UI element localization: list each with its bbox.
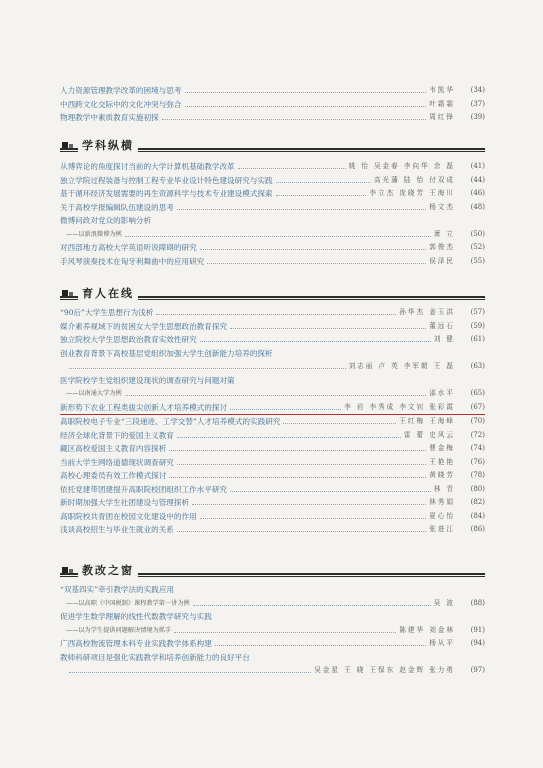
dot-leader (177, 531, 426, 532)
dot-leader (192, 504, 426, 505)
entry-title: 微博问政对党众的影响分析 (60, 216, 152, 225)
entry-authors: 叶霜霜 (429, 99, 455, 108)
dot-leader (185, 92, 427, 93)
entry-authors: 李立杰 庞晓芳 王海川 (369, 189, 455, 197)
entry-title: ——以南通大学为例 (66, 390, 122, 397)
toc-entry (60, 637, 485, 651)
entry-title: 当前大学生网络道德现状调查研究 (60, 457, 174, 467)
entry-page-number: (84) (470, 511, 485, 520)
toc-entry (60, 624, 485, 638)
dot-leader (193, 605, 431, 606)
entry-title: 依托党建带团建提升高职院校团组织工作水平研究 (60, 484, 228, 494)
entry-title: 广西高校物流管理本科专业实践教学体系构建 (60, 639, 212, 648)
entry-page-number: (78) (470, 471, 485, 479)
entry-title: 新时期加强大学生社团建设与管理探析 (60, 498, 190, 507)
entry-title: 教师科研项目是强化实践教学和培养创新能力的良好平台 (60, 652, 250, 662)
dot-leader (169, 477, 426, 478)
entry-page-number: (41) (470, 162, 485, 170)
entry-page-number: (52) (470, 243, 485, 251)
entry-page-number: (57) (470, 308, 485, 316)
entry-title: 高职院校电子专业“三段递进、工学交替”人才培养模式的实践研究 (60, 417, 281, 426)
dot-leader (125, 395, 427, 396)
entry-authors: 林 青 (433, 484, 455, 493)
entry-page-number: (70) (470, 417, 485, 425)
toc-entry (60, 187, 485, 201)
entry-title: 独立院校大学生思想政治教育实效性研究 (60, 335, 197, 344)
toc-entry (60, 98, 485, 112)
toc-entry (60, 664, 485, 678)
entry-page-number: (86) (470, 525, 485, 533)
entry-title: ——以新浪微博为例 (66, 230, 122, 238)
entry-title: 创业教育背景下高校基层党组织加强大学生创新能力培养的探析 (60, 348, 273, 358)
dot-leader (177, 209, 426, 210)
dot-leader (276, 182, 371, 183)
toc-entry (60, 456, 485, 470)
entry-authors: 黄晓芳 (429, 471, 455, 479)
entry-authors: 韦凯华 (429, 86, 455, 94)
entry-title: 媒介素养视域下的贫困女大学生思想政治教育探究 (60, 321, 228, 331)
dot-leader (276, 195, 367, 196)
entry-authors: 邵水平 (429, 389, 455, 397)
toc-entry (60, 651, 485, 665)
entry-page-number: (97) (470, 666, 485, 674)
toc-entry (60, 306, 485, 320)
entry-title: 对西部地方高校大学英语听说障碍的研究 (60, 243, 197, 252)
entry-authors: 李 岩 李秀成 李文钊 张彩霞 (344, 402, 455, 411)
toc-section-list (60, 583, 485, 678)
toc-entry (60, 510, 485, 524)
entry-page-number: (39) (470, 113, 485, 121)
entry-title: “双基四实”牵引教学法的实践应用 (60, 585, 175, 594)
entry-authors: 吴金星 王 晓 王保东 赵金辉 张力勇 (314, 666, 455, 674)
toc-entry (60, 333, 485, 347)
entry-page-number: (88) (470, 598, 485, 607)
dot-leader (200, 518, 427, 519)
entry-page-number: (48) (470, 202, 485, 211)
dot-leader (177, 437, 401, 438)
dot-leader (185, 106, 427, 107)
entry-title: 独立学院过程装备与控制工程专业毕业设计特色建设研究与实践 (60, 175, 273, 185)
toc-entry (60, 583, 485, 597)
toc-entry (60, 111, 485, 125)
toc-top-list (60, 84, 485, 125)
entry-page-number: (63) (470, 362, 485, 370)
entry-page-number: (65) (470, 389, 485, 397)
dot-leader (162, 119, 427, 120)
entry-title: 关于高校学报编辑队伍建设的思考 (60, 202, 174, 212)
entry-title: 新形势下农业工程类拔尖创新人才培养模式的探讨 (60, 402, 228, 412)
entry-page-number: (67) (470, 402, 485, 411)
dot-leader (156, 314, 396, 315)
toc-entry (60, 360, 485, 374)
entry-title: 促进学生数学理解的线性代数教学研究与实践 (60, 612, 212, 621)
toc-entry (60, 174, 485, 188)
entry-title: 医学院校学生党组织建设现状的调查研究与问题对策 (60, 375, 235, 385)
entry-title: ——以高职《中国税制》课程教学第一讲为例 (66, 599, 190, 607)
toc-entry (60, 387, 485, 401)
entry-title: 从博弈论的角度探讨当前的大学计算机基础教学改革 (60, 162, 235, 171)
section-heading-xueke (60, 137, 485, 153)
dot-leader (125, 236, 431, 237)
toc-entry (60, 84, 485, 98)
dot-leader (207, 263, 426, 264)
dot-leader (283, 423, 396, 424)
section-title: 教改之窗 (78, 562, 138, 578)
entry-title: 手风琴演奏技术在匈牙利舞曲中的应用研究 (60, 256, 205, 266)
entry-title: 中西跨文化交际中的文化冲突与弥合 (60, 99, 182, 109)
entry-page-number: (80) (470, 484, 485, 493)
dot-leader (230, 328, 426, 329)
entry-authors: 杨从平 (429, 639, 455, 647)
entry-title: 浅谈高校招生与毕业生就业的关系 (60, 525, 174, 534)
entry-authors: 杨文杰 (429, 202, 455, 211)
toc-entry (60, 523, 485, 537)
entry-authors: 侯泽民 (429, 256, 455, 265)
section-heading-jiaogai (60, 562, 485, 578)
entry-authors: 夏心怡 (429, 511, 455, 520)
entry-authors: 郭俊杰 (429, 243, 455, 251)
entry-page-number: (74) (470, 444, 485, 452)
section-title: 育人在线 (78, 285, 138, 301)
toc-entry (60, 610, 485, 624)
dot-leader (169, 450, 426, 451)
entry-page-number: (91) (470, 625, 485, 634)
entry-title: 高校心理委员有效工作模式探讨 (60, 471, 167, 480)
entry-authors: 刘 健 (433, 335, 455, 343)
toc-entry (60, 201, 485, 215)
toc-entry (60, 241, 485, 255)
entry-authors: 董远石 (429, 321, 455, 330)
toc-entry (60, 255, 485, 269)
entry-title: 基于循环经济发展需要的再生资源科学与技术专业建设模式探索 (60, 189, 273, 198)
entry-authors: 陈建华 刘金林 (399, 625, 455, 634)
toc-entry (60, 160, 485, 174)
toc-entry (60, 401, 485, 416)
entry-page-number: (50) (470, 229, 485, 238)
entry-authors: 萧 立 (433, 229, 455, 238)
dot-leader (177, 464, 426, 465)
entry-authors: 吴 波 (433, 598, 455, 607)
toc-entry (60, 469, 485, 483)
entry-title: 物理教学中素质教育实施初探 (60, 113, 159, 122)
entry-page-number: (44) (470, 175, 485, 184)
toc-section-list (60, 160, 485, 268)
entry-page-number: (72) (470, 430, 485, 439)
toc-entry (60, 483, 485, 497)
toc-section-list (60, 306, 485, 537)
entry-authors: 王红梅 王海峰 (399, 417, 455, 425)
toc-entry (60, 597, 485, 611)
section-title: 学科纵横 (78, 137, 138, 153)
dot-leader (215, 645, 426, 646)
toc-entry (60, 347, 485, 361)
entry-page-number: (76) (470, 457, 485, 466)
entry-page-number: (55) (470, 256, 485, 265)
toc-entry (60, 415, 485, 429)
toc-entry (60, 374, 485, 388)
entry-page-number: (37) (470, 99, 485, 108)
entry-authors: 林秀娟 (429, 498, 455, 506)
entry-title: 藏区高校爱国主义教育内容探析 (60, 444, 167, 453)
dot-leader (69, 672, 311, 673)
entry-page-number: (34) (470, 86, 485, 94)
dot-leader (200, 341, 431, 342)
entry-title: “90后”大学生思想行为浅析 (60, 308, 154, 317)
entry-page-number: (82) (470, 498, 485, 506)
dot-leader (174, 632, 396, 633)
section-heading-yuren (60, 285, 485, 301)
entry-authors: 周红锋 (429, 113, 455, 121)
entry-authors: 张进江 (429, 525, 455, 533)
entry-authors: 刘志丽 卢 英 李军朝 王 磊 (348, 362, 455, 370)
entry-authors: 曹金梅 (429, 444, 455, 452)
entry-page-number: (61) (470, 335, 485, 343)
entry-authors: 孙华杰 姜玉洪 (399, 308, 455, 316)
dot-leader (230, 491, 431, 492)
toc-entry (60, 496, 485, 510)
entry-page-number: (94) (470, 639, 485, 647)
toc-entry (60, 228, 485, 242)
toc-entry (60, 429, 485, 443)
entry-title: ——以为学生提供问题解决情境为抓手 (66, 626, 172, 634)
entry-title: 经济全球化背景下的爱国主义教育 (60, 430, 174, 440)
entry-page-number: (46) (470, 189, 485, 197)
entry-authors: 王艳艳 (429, 457, 455, 466)
toc-entry (60, 320, 485, 334)
dot-leader (238, 168, 346, 169)
entry-page-number: (59) (470, 321, 485, 330)
entry-authors: 高光藩 陆 怡 付双成 (373, 175, 455, 184)
entry-title: 人力资源管理教学改革的困境与思考 (60, 86, 182, 95)
dot-leader (200, 249, 427, 250)
toc-entry (60, 214, 485, 228)
entry-title: 高职院校共青团在校园文化建设中的作用 (60, 511, 197, 521)
entry-authors: 雷 蕾 史风云 (403, 430, 455, 439)
dot-leader (230, 409, 341, 410)
toc-entry (60, 442, 485, 456)
dot-leader (69, 368, 346, 369)
entry-authors: 姚 怡 吴金春 李向华 余 磊 (348, 162, 455, 170)
